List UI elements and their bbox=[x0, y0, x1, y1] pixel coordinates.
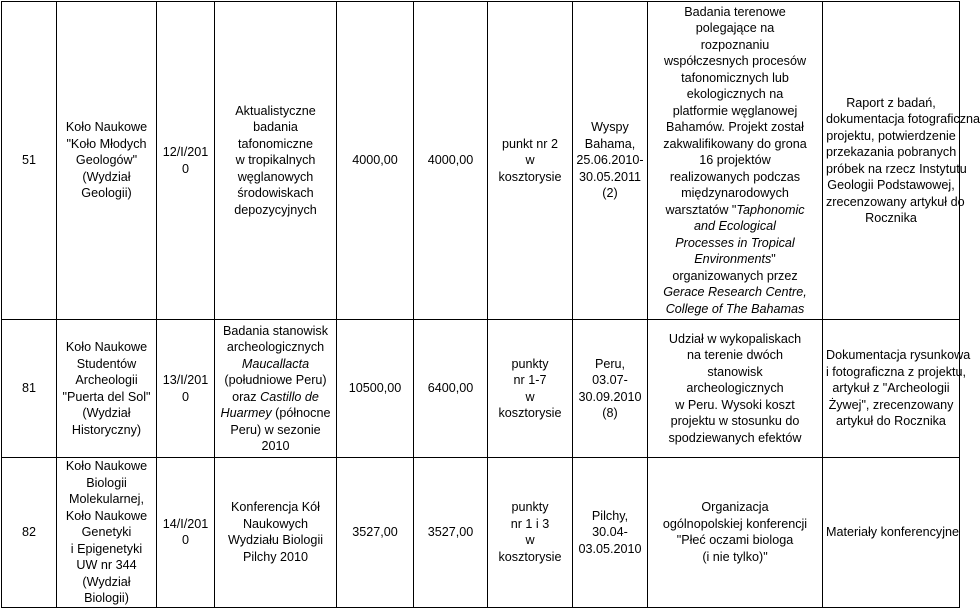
cell-text: Wydziału Biologii bbox=[227, 533, 324, 548]
cell-description bbox=[648, 320, 823, 458]
cell-text: Koło Naukowe bbox=[65, 459, 148, 473]
cell-text: Peru) w sezonie bbox=[230, 422, 321, 437]
cell-line bbox=[576, 185, 644, 202]
cell-text: w bbox=[525, 153, 535, 168]
cell-text: Historyczny) bbox=[71, 422, 142, 437]
cell-line bbox=[60, 372, 153, 389]
cell-line bbox=[60, 574, 153, 591]
cell-topic bbox=[215, 2, 337, 320]
cell-unit bbox=[57, 320, 157, 458]
cell-text: Biologii bbox=[86, 475, 127, 490]
cell-line bbox=[218, 152, 333, 169]
cell-line bbox=[651, 185, 819, 202]
table-row bbox=[2, 2, 960, 320]
cell-line bbox=[218, 103, 333, 120]
cell-line bbox=[651, 4, 819, 21]
cell-line bbox=[651, 549, 819, 566]
cell-text: kosztorysie bbox=[498, 169, 562, 184]
cell-text: oraz bbox=[232, 389, 261, 404]
cell-line bbox=[826, 413, 956, 430]
table-row bbox=[2, 320, 960, 458]
cell-text: Udział w wykopaliskach bbox=[668, 331, 802, 346]
cell-text: na terenie dwóch bbox=[687, 348, 783, 363]
cell-text: 2010 bbox=[261, 439, 290, 453]
cell-text: Biologii) bbox=[84, 591, 129, 605]
cell-text: Koło Naukowe bbox=[65, 340, 148, 354]
cell-text: nr 1 i 3 bbox=[510, 516, 550, 531]
cell-text: Bahamów. Projekt został bbox=[666, 120, 804, 135]
cell-text: Koło Naukowe bbox=[65, 120, 148, 135]
cell-cost-total: 10500,00 bbox=[337, 320, 414, 458]
cell-line bbox=[651, 152, 819, 169]
italic-text: Maucallacta bbox=[241, 356, 310, 371]
cell-line bbox=[60, 491, 153, 508]
cell-line bbox=[491, 499, 569, 516]
cell-line bbox=[60, 152, 153, 169]
cell-text: spodziewanych efektów bbox=[668, 430, 802, 445]
cell-number: 82 bbox=[2, 458, 57, 608]
cell-line bbox=[651, 218, 819, 235]
cell-text: Geologii) bbox=[81, 186, 132, 201]
table-row bbox=[2, 458, 960, 608]
cell-text: badania bbox=[253, 120, 298, 135]
italic-text: Huarmey bbox=[220, 406, 272, 420]
cell-text: Wyspy bbox=[591, 120, 629, 135]
cell-text: platformie węglanowej bbox=[672, 103, 798, 118]
cell-line bbox=[218, 499, 333, 516]
cell-text: dokumentacja fotograficzna bbox=[826, 112, 980, 126]
cell-line bbox=[60, 458, 153, 475]
cell-line bbox=[218, 438, 333, 455]
cell-text: 25.06.2010- bbox=[576, 153, 644, 168]
cell-text: 30.09.2010 bbox=[578, 389, 642, 404]
cell-line bbox=[576, 152, 644, 169]
cell-text: (2) bbox=[602, 186, 618, 201]
cell-line bbox=[576, 524, 644, 541]
cell-line bbox=[651, 53, 819, 70]
italic-text: and Ecological bbox=[694, 219, 776, 234]
cell-line bbox=[826, 111, 980, 128]
cell-line bbox=[60, 389, 153, 406]
cell-text: Geologii Podstawowej, bbox=[827, 178, 955, 192]
cell-line bbox=[491, 532, 569, 549]
cell-text: warsztatów " bbox=[665, 202, 737, 217]
cell-line bbox=[651, 532, 819, 549]
cell-line bbox=[218, 422, 333, 439]
cell-line bbox=[651, 516, 819, 533]
cell-line bbox=[218, 169, 333, 186]
cell-text: archeologicznych bbox=[686, 381, 784, 396]
cell-text: stanowisk bbox=[707, 364, 763, 379]
cell-line bbox=[218, 405, 333, 422]
cell-text: Dokumentacja rysunkowa bbox=[826, 348, 971, 363]
cell-line bbox=[576, 169, 644, 186]
cell-line bbox=[576, 372, 644, 389]
cell-line bbox=[218, 323, 333, 340]
cell-line bbox=[218, 532, 333, 549]
cell-text: Koło Naukowe bbox=[65, 508, 148, 523]
cell-description bbox=[648, 2, 823, 320]
cell-line bbox=[218, 389, 333, 406]
cell-line bbox=[60, 422, 153, 439]
cell-result bbox=[823, 2, 980, 320]
cell-line bbox=[218, 339, 333, 356]
cell-text: (Wydział bbox=[82, 574, 131, 589]
cell-line bbox=[651, 37, 819, 54]
cell-line bbox=[60, 136, 153, 153]
cell-text: 30.04- bbox=[592, 525, 628, 539]
cell-text: Bahama, bbox=[584, 136, 636, 151]
cell-text: Peru, bbox=[594, 356, 626, 371]
cell-line bbox=[60, 508, 153, 525]
cell-text: w bbox=[525, 533, 535, 548]
cell-topic bbox=[215, 320, 337, 458]
cell-text: zrecenzowany artykuł do bbox=[826, 194, 965, 209]
cell-budget-item bbox=[488, 320, 573, 458]
cell-text: Organizacja bbox=[701, 500, 769, 515]
cell-line bbox=[651, 235, 819, 252]
italic-text: Environments bbox=[694, 252, 772, 267]
cell-line bbox=[826, 524, 959, 541]
cell-line bbox=[60, 557, 153, 574]
cell-line bbox=[60, 119, 153, 136]
cell-line bbox=[826, 397, 956, 414]
cell-line bbox=[651, 364, 819, 381]
cell-date: 13/I/2010 bbox=[157, 320, 215, 458]
cell-text: (8) bbox=[602, 406, 618, 420]
cell-line bbox=[651, 430, 819, 447]
cell-text: Badania terenowe bbox=[684, 4, 786, 19]
cell-text: polegające na bbox=[695, 21, 775, 36]
cell-topic bbox=[215, 458, 337, 608]
cell-line bbox=[218, 516, 333, 533]
cell-text: punkt nr 2 bbox=[501, 136, 558, 151]
cell-place-dates bbox=[573, 458, 648, 608]
cell-line bbox=[651, 202, 819, 219]
cell-text: (południowe Peru) bbox=[224, 373, 327, 387]
cell-line bbox=[491, 516, 569, 533]
cell-line bbox=[576, 508, 644, 525]
cell-cost-total: 4000,00 bbox=[337, 2, 414, 320]
cell-text: tafonomiczne bbox=[238, 136, 313, 151]
cell-text: depozycyjnych bbox=[234, 202, 317, 217]
cell-text: Konferencja Kół bbox=[231, 500, 320, 515]
cell-place-dates bbox=[573, 2, 648, 320]
cell-cost-total: 3527,00 bbox=[337, 458, 414, 608]
cell-text: projektu w stosunku do bbox=[670, 414, 800, 429]
cell-text: archeologicznych bbox=[226, 340, 325, 354]
cell-text: w bbox=[525, 389, 535, 404]
cell-line bbox=[491, 372, 569, 389]
cell-line bbox=[60, 405, 153, 422]
cell-text: w tropikalnych bbox=[235, 153, 316, 168]
cell-text: 30.05.2011 bbox=[578, 169, 642, 184]
cell-line bbox=[491, 389, 569, 406]
italic-text: Taphonomic bbox=[736, 202, 805, 217]
cell-cost-granted: 6400,00 bbox=[414, 320, 488, 458]
cell-text: kosztorysie bbox=[498, 549, 562, 564]
cell-line bbox=[576, 136, 644, 153]
cell-unit bbox=[57, 2, 157, 320]
cell-line bbox=[218, 372, 333, 389]
cell-date: 14/I/2010 bbox=[157, 458, 215, 608]
cell-text: " bbox=[771, 252, 776, 267]
cell-line bbox=[651, 347, 819, 364]
cell-text: Naukowych bbox=[242, 516, 309, 531]
cell-text: 16 projektów bbox=[699, 153, 771, 168]
cell-text: "Koło Młodych bbox=[66, 136, 147, 151]
cell-line bbox=[651, 284, 819, 301]
cell-text: ekologicznych na bbox=[686, 87, 784, 102]
cell-line bbox=[491, 405, 569, 422]
italic-text: College of The Bahamas bbox=[665, 301, 805, 316]
cell-line bbox=[826, 364, 967, 381]
cell-text: 03.07- bbox=[592, 373, 628, 387]
italic-text: Castillo de bbox=[260, 389, 319, 404]
cell-text: Rocznika bbox=[865, 211, 917, 225]
cell-date: 12/I/2010 bbox=[157, 2, 215, 320]
cell-text: artykuł do Rocznika bbox=[836, 414, 946, 429]
cell-budget-item bbox=[488, 458, 573, 608]
cell-line bbox=[826, 95, 956, 112]
cell-line bbox=[826, 144, 956, 161]
cell-line bbox=[576, 389, 644, 406]
cell-line bbox=[491, 136, 569, 153]
cell-text: (Wydział bbox=[82, 169, 131, 184]
cell-line bbox=[491, 356, 569, 373]
cell-text: UW nr 344 bbox=[76, 558, 137, 572]
cell-text: Aktualistyczne bbox=[235, 103, 316, 118]
cell-text: projektu, potwierdzenie bbox=[826, 128, 956, 143]
cell-line bbox=[651, 251, 819, 268]
cell-line bbox=[651, 103, 819, 120]
cell-text: i Epigenetyki bbox=[70, 541, 143, 556]
cell-line bbox=[826, 177, 956, 194]
cell-text: tafonomicznych lub bbox=[681, 70, 789, 85]
cell-line bbox=[60, 185, 153, 202]
cell-line bbox=[651, 413, 819, 430]
cell-line bbox=[651, 119, 819, 136]
cell-text: (Wydział bbox=[82, 406, 131, 420]
cell-text: kosztorysie bbox=[498, 406, 562, 420]
cell-place-dates bbox=[573, 320, 648, 458]
cell-text: środowiskach bbox=[237, 186, 314, 201]
cell-text: punkty bbox=[511, 356, 549, 371]
cell-text: Badania stanowisk bbox=[222, 323, 328, 338]
cell-line bbox=[491, 169, 569, 186]
cell-text: "Płeć oczami biologa bbox=[676, 533, 794, 548]
cell-line bbox=[576, 541, 644, 558]
cell-text: Pilchy 2010 bbox=[242, 549, 309, 564]
cell-line bbox=[826, 380, 956, 397]
cell-text: Żywej", zrecenzowany bbox=[828, 397, 954, 412]
cell-line bbox=[826, 194, 965, 211]
cell-line bbox=[218, 119, 333, 136]
cell-line bbox=[218, 202, 333, 219]
cell-line bbox=[218, 356, 333, 373]
cell-line bbox=[651, 499, 819, 516]
cell-line bbox=[491, 549, 569, 566]
cell-line bbox=[60, 339, 153, 356]
cell-text: w Peru. Wysoki koszt bbox=[675, 397, 795, 412]
cell-number: 51 bbox=[2, 2, 57, 320]
cell-line bbox=[651, 397, 819, 414]
cell-result bbox=[823, 320, 971, 458]
cell-budget-item bbox=[488, 2, 573, 320]
cell-cost-granted: 4000,00 bbox=[414, 2, 488, 320]
cell-line bbox=[826, 128, 956, 145]
cell-text: realizowanych podczas bbox=[669, 169, 801, 184]
cell-text: rozpoznaniu bbox=[700, 37, 770, 52]
cell-text: Studentów bbox=[76, 356, 137, 371]
cell-result bbox=[823, 458, 960, 608]
cell-text: Materiały konferencyjne bbox=[826, 525, 959, 539]
cell-text: przekazania pobranych bbox=[826, 145, 957, 159]
cell-unit bbox=[57, 458, 157, 608]
cell-text: (i nie tylko)" bbox=[702, 549, 768, 564]
cell-line bbox=[651, 301, 819, 318]
cell-text: międzynarodowych bbox=[681, 186, 789, 201]
cell-text: artykuł z "Archeologii bbox=[832, 381, 950, 396]
cell-line bbox=[60, 541, 153, 558]
cell-line bbox=[491, 152, 569, 169]
cell-text: Archeologii bbox=[75, 373, 138, 387]
cell-line bbox=[60, 169, 153, 186]
cell-text: Geologów" bbox=[75, 153, 138, 168]
cell-line bbox=[651, 136, 819, 153]
grants-table bbox=[1, 1, 980, 608]
cell-text: Raport z badań, bbox=[846, 95, 936, 110]
cell-text: ogólnopolskiej konferencji bbox=[662, 516, 808, 531]
cell-text: i fotograficzna z projektu, bbox=[826, 364, 967, 379]
cell-line bbox=[576, 356, 644, 373]
cell-line bbox=[826, 210, 956, 227]
cell-line bbox=[651, 169, 819, 186]
cell-line bbox=[60, 524, 153, 541]
cell-line bbox=[576, 119, 644, 136]
cell-text: punkty bbox=[511, 500, 549, 515]
cell-line bbox=[651, 380, 819, 397]
cell-text: zakwalifikowany do grona bbox=[663, 136, 807, 151]
cell-line bbox=[826, 161, 967, 178]
cell-line bbox=[651, 86, 819, 103]
cell-text: próbek na rzecz Instytutu bbox=[826, 161, 967, 176]
cell-line bbox=[651, 20, 819, 37]
cell-text: "Puerta del Sol" bbox=[62, 389, 151, 404]
cell-text: organizowanych przez bbox=[672, 268, 798, 283]
cell-line bbox=[576, 405, 644, 422]
cell-text: węglanowych bbox=[237, 169, 314, 184]
cell-text: 03.05.2010 bbox=[578, 541, 642, 556]
cell-text: nr 1-7 bbox=[513, 373, 547, 387]
cell-line bbox=[218, 136, 333, 153]
cell-line bbox=[218, 549, 333, 566]
cell-cost-granted: 3527,00 bbox=[414, 458, 488, 608]
italic-text: Gerace Research Centre, bbox=[663, 285, 807, 300]
cell-line bbox=[651, 331, 819, 348]
cell-number: 81 bbox=[2, 320, 57, 458]
cell-description bbox=[648, 458, 823, 608]
cell-line bbox=[651, 70, 819, 87]
cell-line bbox=[60, 590, 153, 607]
cell-line bbox=[651, 268, 819, 285]
italic-text: Processes in Tropical bbox=[675, 235, 795, 250]
cell-line bbox=[60, 356, 153, 373]
cell-text: Pilchy, bbox=[591, 508, 629, 523]
cell-text: Molekularnej, bbox=[69, 492, 144, 506]
cell-text: (północne bbox=[271, 406, 331, 420]
cell-text: współczesnych procesów bbox=[663, 54, 807, 69]
cell-line bbox=[218, 185, 333, 202]
cell-text: Genetyki bbox=[81, 525, 132, 539]
cell-line bbox=[60, 475, 153, 492]
cell-line bbox=[826, 347, 971, 364]
